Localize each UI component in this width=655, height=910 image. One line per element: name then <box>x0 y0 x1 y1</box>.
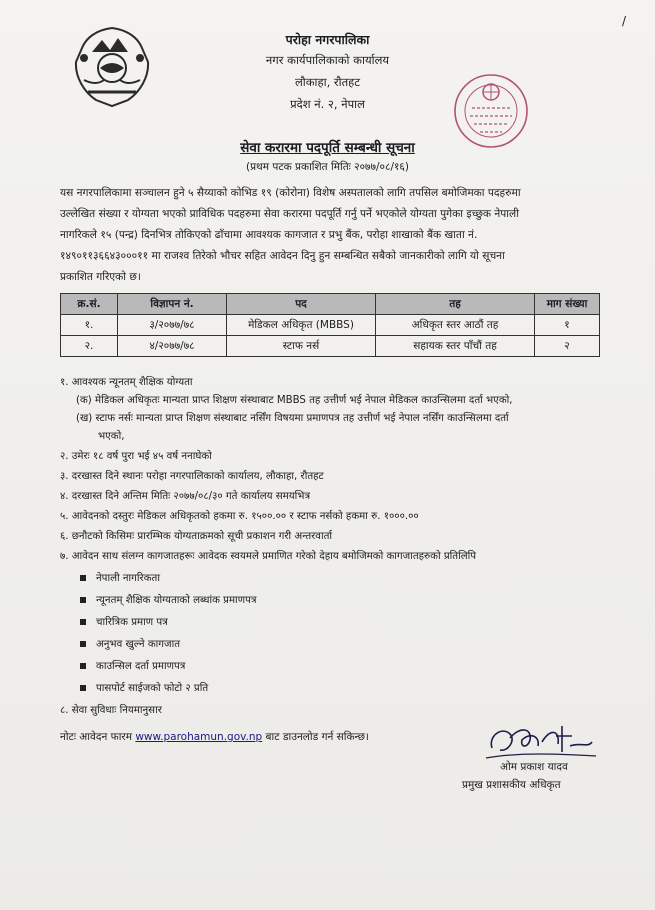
paragraph-line: उल्लेखित संख्या र योग्यता भएको प्राविधिक पदहरुमा सेवा करारमा पदपूर्ति गर्नु पर्ने भएकोले योग्यता पुगेका इच्छुक नेपाली <box>60 208 519 220</box>
signer-designation: प्रमुख प्रशासकीय अधिकृत <box>462 779 561 791</box>
cell-level: सहायक स्तर पाँचौं तह <box>376 336 535 357</box>
requirement-item: ८. सेवा सुविधाः नियमानुसार <box>60 705 162 716</box>
province-name: प्रदेश नं. २, नेपाल <box>290 97 365 111</box>
document-label: चारित्रिक प्रमाण पत्र <box>96 617 168 628</box>
cell-serial: १. <box>61 315 118 336</box>
document-list-item <box>80 658 185 672</box>
cell-level: अधिकृत स्तर आठौं तह <box>376 315 535 336</box>
header-post: पद <box>227 294 376 315</box>
document-label: पासपोर्ट साईजको फोटो २ प्रति <box>96 683 209 694</box>
application-note <box>60 730 369 744</box>
header-advert-no: विज्ञापन नं. <box>118 294 227 315</box>
bullet-icon <box>80 619 86 625</box>
document-label: नेपाली नागरिकता <box>96 573 160 584</box>
header-serial: क्र.सं. <box>61 294 118 315</box>
cell-advert-no: ४/२०७७/७८ <box>118 336 227 357</box>
cell-post: स्टाफ नर्स <box>227 336 376 357</box>
notice-subtitle: (प्रथम पटक प्रकाशित मितिः २०७७/०८/१६) <box>245 161 409 173</box>
paragraph-line: १४९०११३६६४३०००११ मा राजश्व तिरेको भौचर सहित आवेदन दिनु हुन सम्बन्धित सबैको जानकारीको लागि यो सूचना <box>60 250 505 262</box>
table-header-row <box>61 294 600 315</box>
notice-paragraph <box>60 183 600 288</box>
table-row <box>61 315 600 336</box>
requirement-subitem-cont: भएको, <box>98 431 125 442</box>
cell-demand-count: १ <box>535 315 600 336</box>
organization-name: परोहा नगरपालिका <box>285 32 370 47</box>
bullet-icon <box>80 685 86 691</box>
office-name: नगर कार्यपालिकाको कार्यालय <box>265 53 390 67</box>
document-list-item <box>80 614 168 628</box>
bullet-icon <box>80 641 86 647</box>
website-link[interactable]: www.parohamun.gov.np <box>135 731 263 743</box>
paragraph-line: यस नगरपालिकामा सञ्चालन हुने ५ सैय्याको कोभिड १९ (कोरोना) विशेष अस्पतालको लागि तपसिल बमोजिमका पदहरुमा <box>60 187 521 199</box>
office-location: लौकाहा, रौतहट <box>294 75 361 89</box>
cell-demand-count: २ <box>535 336 600 357</box>
requirement-item: ३. दरखास्त दिने स्थानः परोहा नगरपालिकाको कार्यालय, लौकाहा, रौतहट <box>60 471 324 482</box>
requirement-item: ४. दरखास्त दिने अन्तिम मितिः २०७७/०८/३० गते कार्यालय समयभित्र <box>60 491 311 502</box>
table-row <box>61 336 600 357</box>
document-list-item <box>80 680 208 694</box>
header-level: तह <box>376 294 535 315</box>
document-list-item <box>80 636 180 650</box>
cell-serial: २. <box>61 336 118 357</box>
paragraph-line: प्रकाशित गरिएको छ। <box>60 271 141 283</box>
bullet-icon <box>80 663 86 669</box>
requirement-item: ५. आवेदनको दस्तुरः मेडिकल अधिकृतको हकमा रु. १५००.०० र स्टाफ नर्सको हकमा रु. १०००.०० <box>60 511 419 522</box>
requirement-subitem: (क) मेडिकल अधिकृतः मान्यता प्राप्त शिक्षण संस्थाबाट MBBS तह उत्तीर्ण भई नेपाल मेडिकल काउन्सिलमा दर्ता भएको, <box>76 395 513 406</box>
document-label: अनुभव खुल्ने कागजात <box>96 639 181 650</box>
document-label: न्यूनतम् शैक्षिक योग्यताको लब्धांक प्रमाणपत्र <box>96 595 257 606</box>
requirement-item: २. उमेरः १८ वर्ष पुरा भई ४५ वर्ष ननाघेको <box>60 451 212 462</box>
note-suffix: बाट डाउनलोड गर्न सकिन्छ। <box>265 731 369 743</box>
requirement-subitem: (ख) स्टाफ नर्सः मान्यता प्राप्त शिक्षण संस्थाबाट नर्सिंग विषयमा प्रमाणपत्र तह उत्तीर्ण भई नेपाल नर्सिंग काउन्सिलमा दर्ता <box>76 413 509 424</box>
document-list-item <box>80 592 256 606</box>
vacancy-table <box>60 293 600 357</box>
cell-advert-no: ३/२०७७/७८ <box>118 315 227 336</box>
document-label: काउन्सिल दर्ता प्रमाणपत्र <box>96 661 186 672</box>
requirement-item: ७. आवेदन साथ संलग्न कागजातहरूः आवेदक स्वयमले प्रमाणित गरेको देहाय बमोजिमको कागजातहरुको प्रतिलिपि <box>60 551 477 562</box>
notice-title: सेवा करारमा पदपूर्ति सम्बन्धी सूचना <box>240 140 415 156</box>
header-demand-count: माग संख्या <box>535 294 600 315</box>
cell-post: मेडिकल अधिकृत (MBBS) <box>227 315 376 336</box>
scan-mark: / <box>622 14 627 28</box>
document-list-item <box>80 570 160 584</box>
bullet-icon <box>80 575 86 581</box>
requirement-item: १. आवश्यक न्यूनतम् शैक्षिक योग्यता <box>60 377 193 388</box>
signer-name: ओम प्रकाश यादव <box>500 761 568 773</box>
note-prefix: नोटः आवेदन फारम <box>60 731 132 743</box>
bullet-icon <box>80 597 86 603</box>
requirement-item: ६. छनौटको किसिमः प्रारम्भिक योग्यताक्रमको सूची प्रकाशन गरी अन्तरवार्ता <box>60 531 333 542</box>
paragraph-line: नागरिकले १५ (पन्द्र) दिनभित्र तोकिएको ढाँचामा आवश्यक कागजात र प्रभु बैंक, परोहा शाखाको बैंक खाता नं. <box>60 229 478 241</box>
